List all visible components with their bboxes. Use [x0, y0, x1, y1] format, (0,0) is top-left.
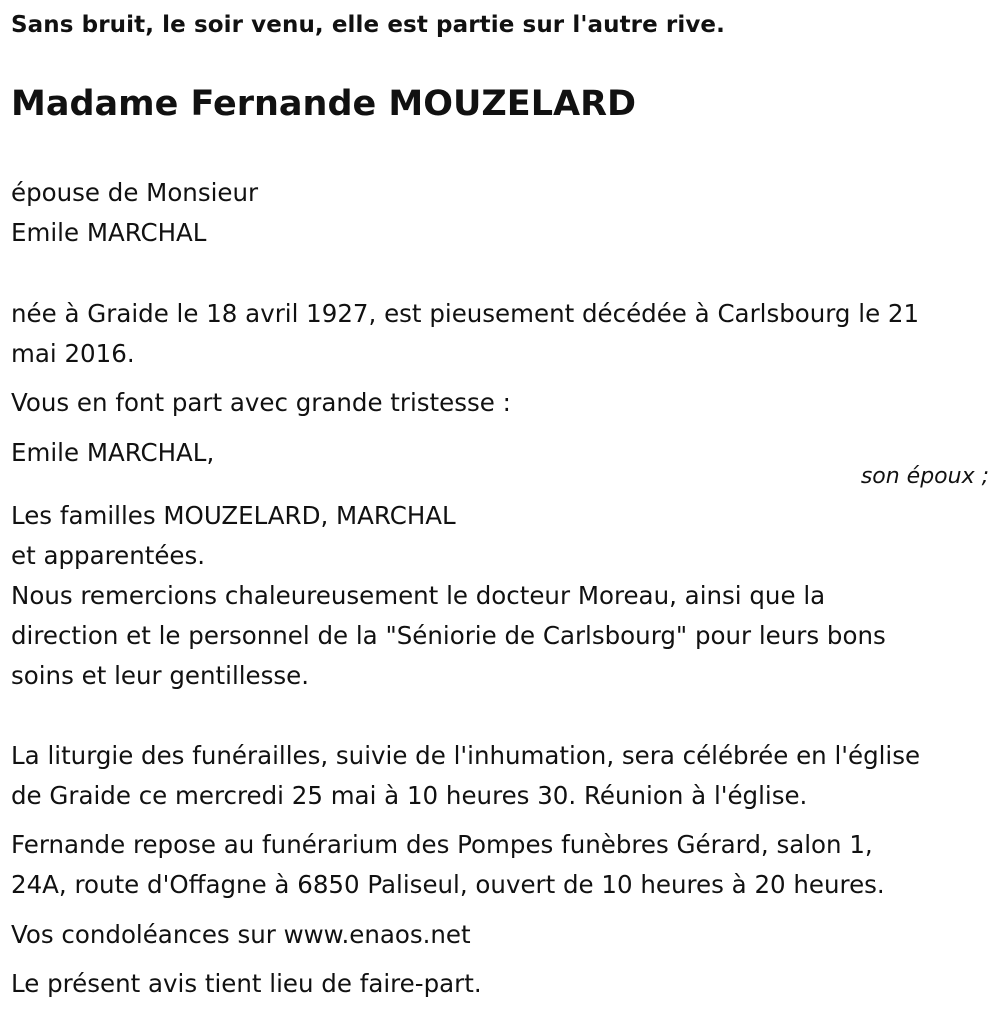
families-line-2: et apparentées.: [11, 541, 206, 570]
rest-line-2: 24A, route d'Offagne à 6850 Paliseul, ouvert de 10 heures à 20 heures.: [11, 870, 885, 899]
family-spouse-role: son époux ;: [860, 464, 989, 489]
thanks-line-1: Nous remercions chaleureusement le docteur Moreau, ainsi que la: [11, 581, 826, 610]
family-spouse-name: Emile MARCHAL,: [11, 438, 215, 467]
deceased-name: Madame Fernande MOUZELARD: [11, 84, 637, 124]
spouse-line-1: épouse de Monsieur: [11, 178, 259, 207]
epigraph: Sans bruit, le soir venu, elle est partie sur l'autre rive.: [11, 12, 725, 38]
funeral-line-2: de Graide ce mercredi 25 mai à 10 heures 30. Réunion à l'église.: [11, 781, 808, 810]
spouse-line-2: Emile MARCHAL: [11, 218, 207, 247]
condolences-line: Vos condoléances sur www.enaos.net: [11, 920, 471, 949]
birth-death-line-1: née à Graide le 18 avril 1927, est pieusement décédée à Carlsbourg le 21: [11, 299, 920, 328]
thanks-line-3: soins et leur gentillesse.: [11, 661, 310, 690]
funeral-line-1: La liturgie des funérailles, suivie de l'inhumation, sera célébrée en l'église: [11, 741, 921, 770]
announcement: Vous en font part avec grande tristesse :: [11, 388, 511, 417]
birth-death-line-2: mai 2016.: [11, 339, 135, 368]
notice-line: Le présent avis tient lieu de faire-part.: [11, 969, 482, 998]
families-line-1: Les familles MOUZELARD, MARCHAL: [11, 501, 456, 530]
rest-line-1: Fernande repose au funérarium des Pompes funèbres Gérard, salon 1,: [11, 830, 873, 859]
thanks-line-2: direction et le personnel de la "Séniorie de Carlsbourg" pour leurs bons: [11, 621, 886, 650]
